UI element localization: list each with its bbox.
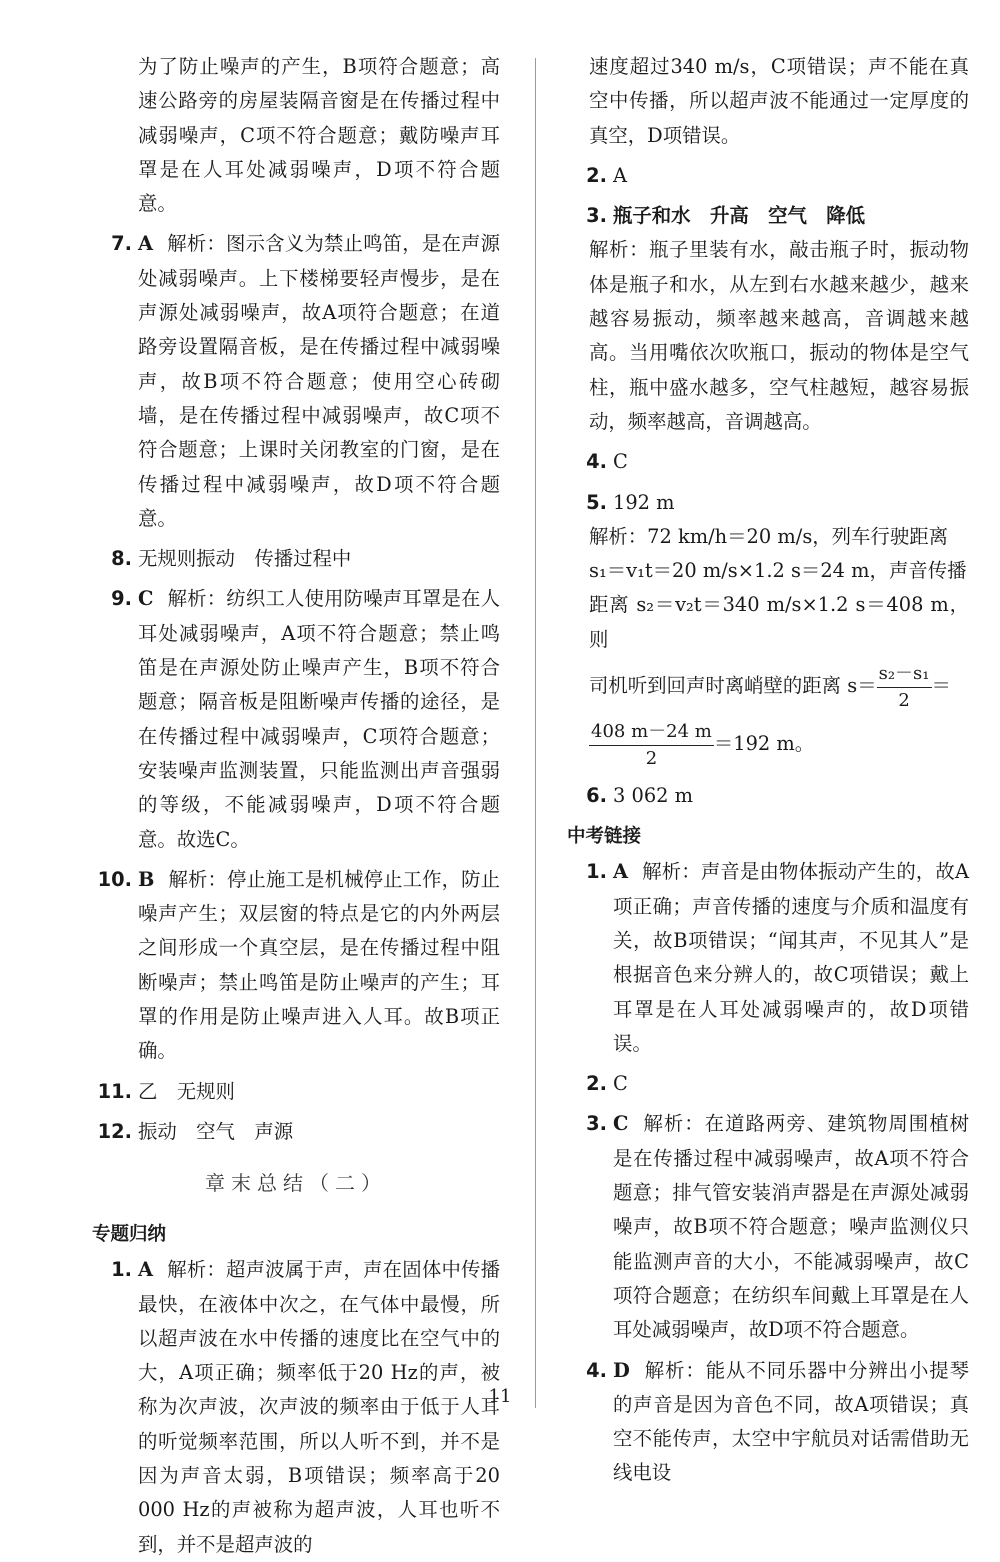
question-number: 1. [586, 860, 607, 884]
question-number: 11. [97, 1079, 132, 1103]
summary-answer-5 [567, 486, 969, 520]
answer-8 [92, 542, 500, 576]
exam-answer-2 [567, 1067, 969, 1101]
summary-answer-1 [92, 1253, 500, 1562]
page-number: 11 [488, 1386, 512, 1407]
question-number: 6. [586, 784, 607, 808]
analysis-text: 司机听到回声时离峭壁的距离 s＝ [589, 674, 877, 698]
fraction-numerator: s₂－s₁ [877, 661, 932, 688]
question-number: 4. [586, 450, 607, 474]
answer-choice: C [138, 587, 154, 611]
answer-text: A [613, 163, 628, 187]
summary-answer-5-analysis [567, 520, 969, 773]
question-number: 4. [586, 1358, 607, 1382]
answer-text: 为了防止噪声的产生，B项符合题意；高速公路旁的房屋装隔音窗是在传播过程中减弱噪声，C项不符合题意；戴防噪声耳罩是在人耳处减弱噪声，D项不符合题意。 [138, 55, 500, 216]
answer-text: 解析：纺织工人使用防噪声耳罩是在人耳处减弱噪声，A项不符合题意；禁止鸣笛是在声源处防止噪声产生，B项不符合题意；隔音板是阻断噪声传播的途径，是在传播过程中减弱噪声，C项符合题意；安装噪声监测装置，只能监测出声音强弱的等级，不能减弱噪声，D项不符合题意。故选C。 [138, 587, 500, 851]
answer-text: 解析：停止施工是机械停止工作，防止噪声产生；双层窗的特点是它的内外两层之间形成一个真空层，是在传播过程中阻断噪声；禁止鸣笛是防止噪声的产生；耳罩的作用是防止噪声进入人耳。故B项正确。 [138, 867, 500, 1063]
answer-text: 瓶子和水 升高 空气 降低 [613, 204, 866, 228]
answer-text: 解析：能从不同乐器中分辨出小提琴的声音是因为音色不同，故A项错误；真空不能传声，太空中宇航员对话需借助无线电设 [613, 1358, 969, 1485]
answer-choice: A [138, 1258, 154, 1282]
analysis-result: ＝192 m。 [713, 732, 815, 756]
answer-text: 解析：图示含义为禁止鸣笛，是在声源处减弱噪声。上下楼梯要轻声慢步，是在声源处减弱噪声，故A项符合题意；在道路旁设置隔音板，是在传播过程中减弱噪声，故B项不符合题意；使用空心砖砌墙，是在传播过程中减弱噪声，故C项不符合题意；上课时关闭教室的门窗，是在传播过程中减弱噪声，故D项不符合题意。 [138, 232, 500, 530]
fraction-denominator: 2 [898, 689, 910, 711]
summary-answer-3-analysis: 解析：瓶子里装有水，敲击瓶子时，振动物体是瓶子和水，从左到右水越来越少，越来越容易振动，频率越来越高，音调越来越高。当用嘴依次吹瓶口，振动的物体是空气柱，瓶中盛水越多，空气柱越短，越容易振动，频率越高，音调越高。 [589, 238, 969, 433]
answer-text: 乙 无规则 [138, 1079, 235, 1103]
answer-choice: A [138, 232, 154, 256]
summary-answer-4 [567, 445, 969, 479]
question-number: 10. [97, 867, 132, 891]
question-number: 2. [586, 1072, 607, 1096]
section-heading-topic-summary: 专题归纳 [92, 1224, 167, 1246]
question-number: 3. [586, 1112, 607, 1136]
answer-text: 解析：在道路两旁、建筑物周围植树是在传播过程中减弱噪声，故A项不符合题意；排气管安装消声器是在声源处减弱噪声，故B项不符合题意；噪声监测仪只能监测声音的大小，不能减弱噪声，故C项符合题意；在纺织车间戴上耳罩是在人耳处减弱噪声，故D项不符合题意。 [613, 1112, 969, 1342]
answer-text: 192 m [613, 490, 675, 514]
question-number: 12. [97, 1119, 132, 1143]
question-number: 8. [111, 547, 132, 571]
question-number: 1. [111, 1258, 132, 1282]
answer-text: 解析：声音是由物体振动产生的，故A项正确；声音传播的速度与介质和温度有关，故B项错误；“闻其声，不见其人”是根据音色来分辨人的，故C项错误；戴上耳罩是在人耳处减弱噪声的，故D项错误。 [613, 860, 969, 1055]
column-divider [535, 58, 536, 1408]
question-number: 3. [586, 204, 607, 228]
answer-12 [92, 1115, 500, 1149]
question-number: 5. [586, 490, 607, 514]
answer-text: 无规则振动 传播过程中 [138, 547, 352, 571]
equals-sign: ＝ [931, 674, 951, 698]
summary-answer-2 [567, 159, 969, 193]
summary-answer-6 [567, 779, 969, 813]
answer-choice: D [613, 1358, 630, 1382]
answer-text: 速度超过340 m/s，C项错误；声不能在真空中传播，所以超声波不能通过一定厚度的真空，D项错误。 [589, 55, 969, 147]
question-number: 7. [111, 232, 132, 256]
fraction-denominator: 2 [645, 747, 658, 769]
summary-answer-3 [567, 199, 969, 233]
analysis-line: 距离 s₂＝v₂t＝340 m/s×1.2 s＝408 m，则 [589, 593, 969, 651]
answer-text: 3 062 m [613, 784, 694, 808]
section-heading-exam-link: 中考链接 [567, 826, 642, 848]
analysis-formula-line [589, 657, 969, 715]
answer-choice: B [138, 867, 155, 891]
answer-text: C [613, 1072, 628, 1096]
question-number: 9. [111, 587, 132, 611]
answer-10 [92, 863, 500, 1069]
left-column [92, 50, 500, 1562]
chapter-title: 章末总结（二） [205, 1171, 387, 1196]
summary-answer-1-continued [567, 50, 969, 153]
answer-6-continued [92, 50, 500, 221]
question-number: 2. [586, 163, 607, 187]
answer-7 [92, 227, 500, 536]
exam-answer-3 [567, 1107, 969, 1347]
analysis-line: s₁＝v₁t＝20 m/s×1.2 s＝24 m，声音传播 [589, 559, 967, 583]
fraction [589, 719, 714, 772]
answer-11 [92, 1075, 500, 1109]
answer-choice: A [613, 860, 629, 884]
exam-answer-4 [567, 1354, 969, 1491]
answer-text: 解析：超声波属于声，声在固体中传播最快，在液体中次之，在气体中最慢，所以超声波在水中传播的速度比在空气中的大，A项正确；频率低于20 Hz的声，被称为次声波，次声波的频率由于低于人耳的听觉频率范围，所以人听不到，并不是因为声音太弱，B项错误；频率高于20 000 Hz的声被称为超声波，人耳也听不到，并不是超声波的 [138, 1258, 500, 1556]
exam-answer-1 [567, 855, 969, 1061]
analysis-formula-line [589, 715, 969, 773]
fraction-numerator: 408 m－24 m [589, 719, 714, 746]
answer-text: 振动 空气 声源 [138, 1119, 294, 1143]
answer-text: C [613, 450, 628, 474]
analysis-line: 解析：72 km/h＝20 m/s，列车行驶距离 [589, 524, 949, 548]
right-column [567, 50, 969, 1491]
fraction [877, 661, 932, 714]
answer-9 [92, 582, 500, 856]
answer-choice: C [613, 1112, 629, 1136]
